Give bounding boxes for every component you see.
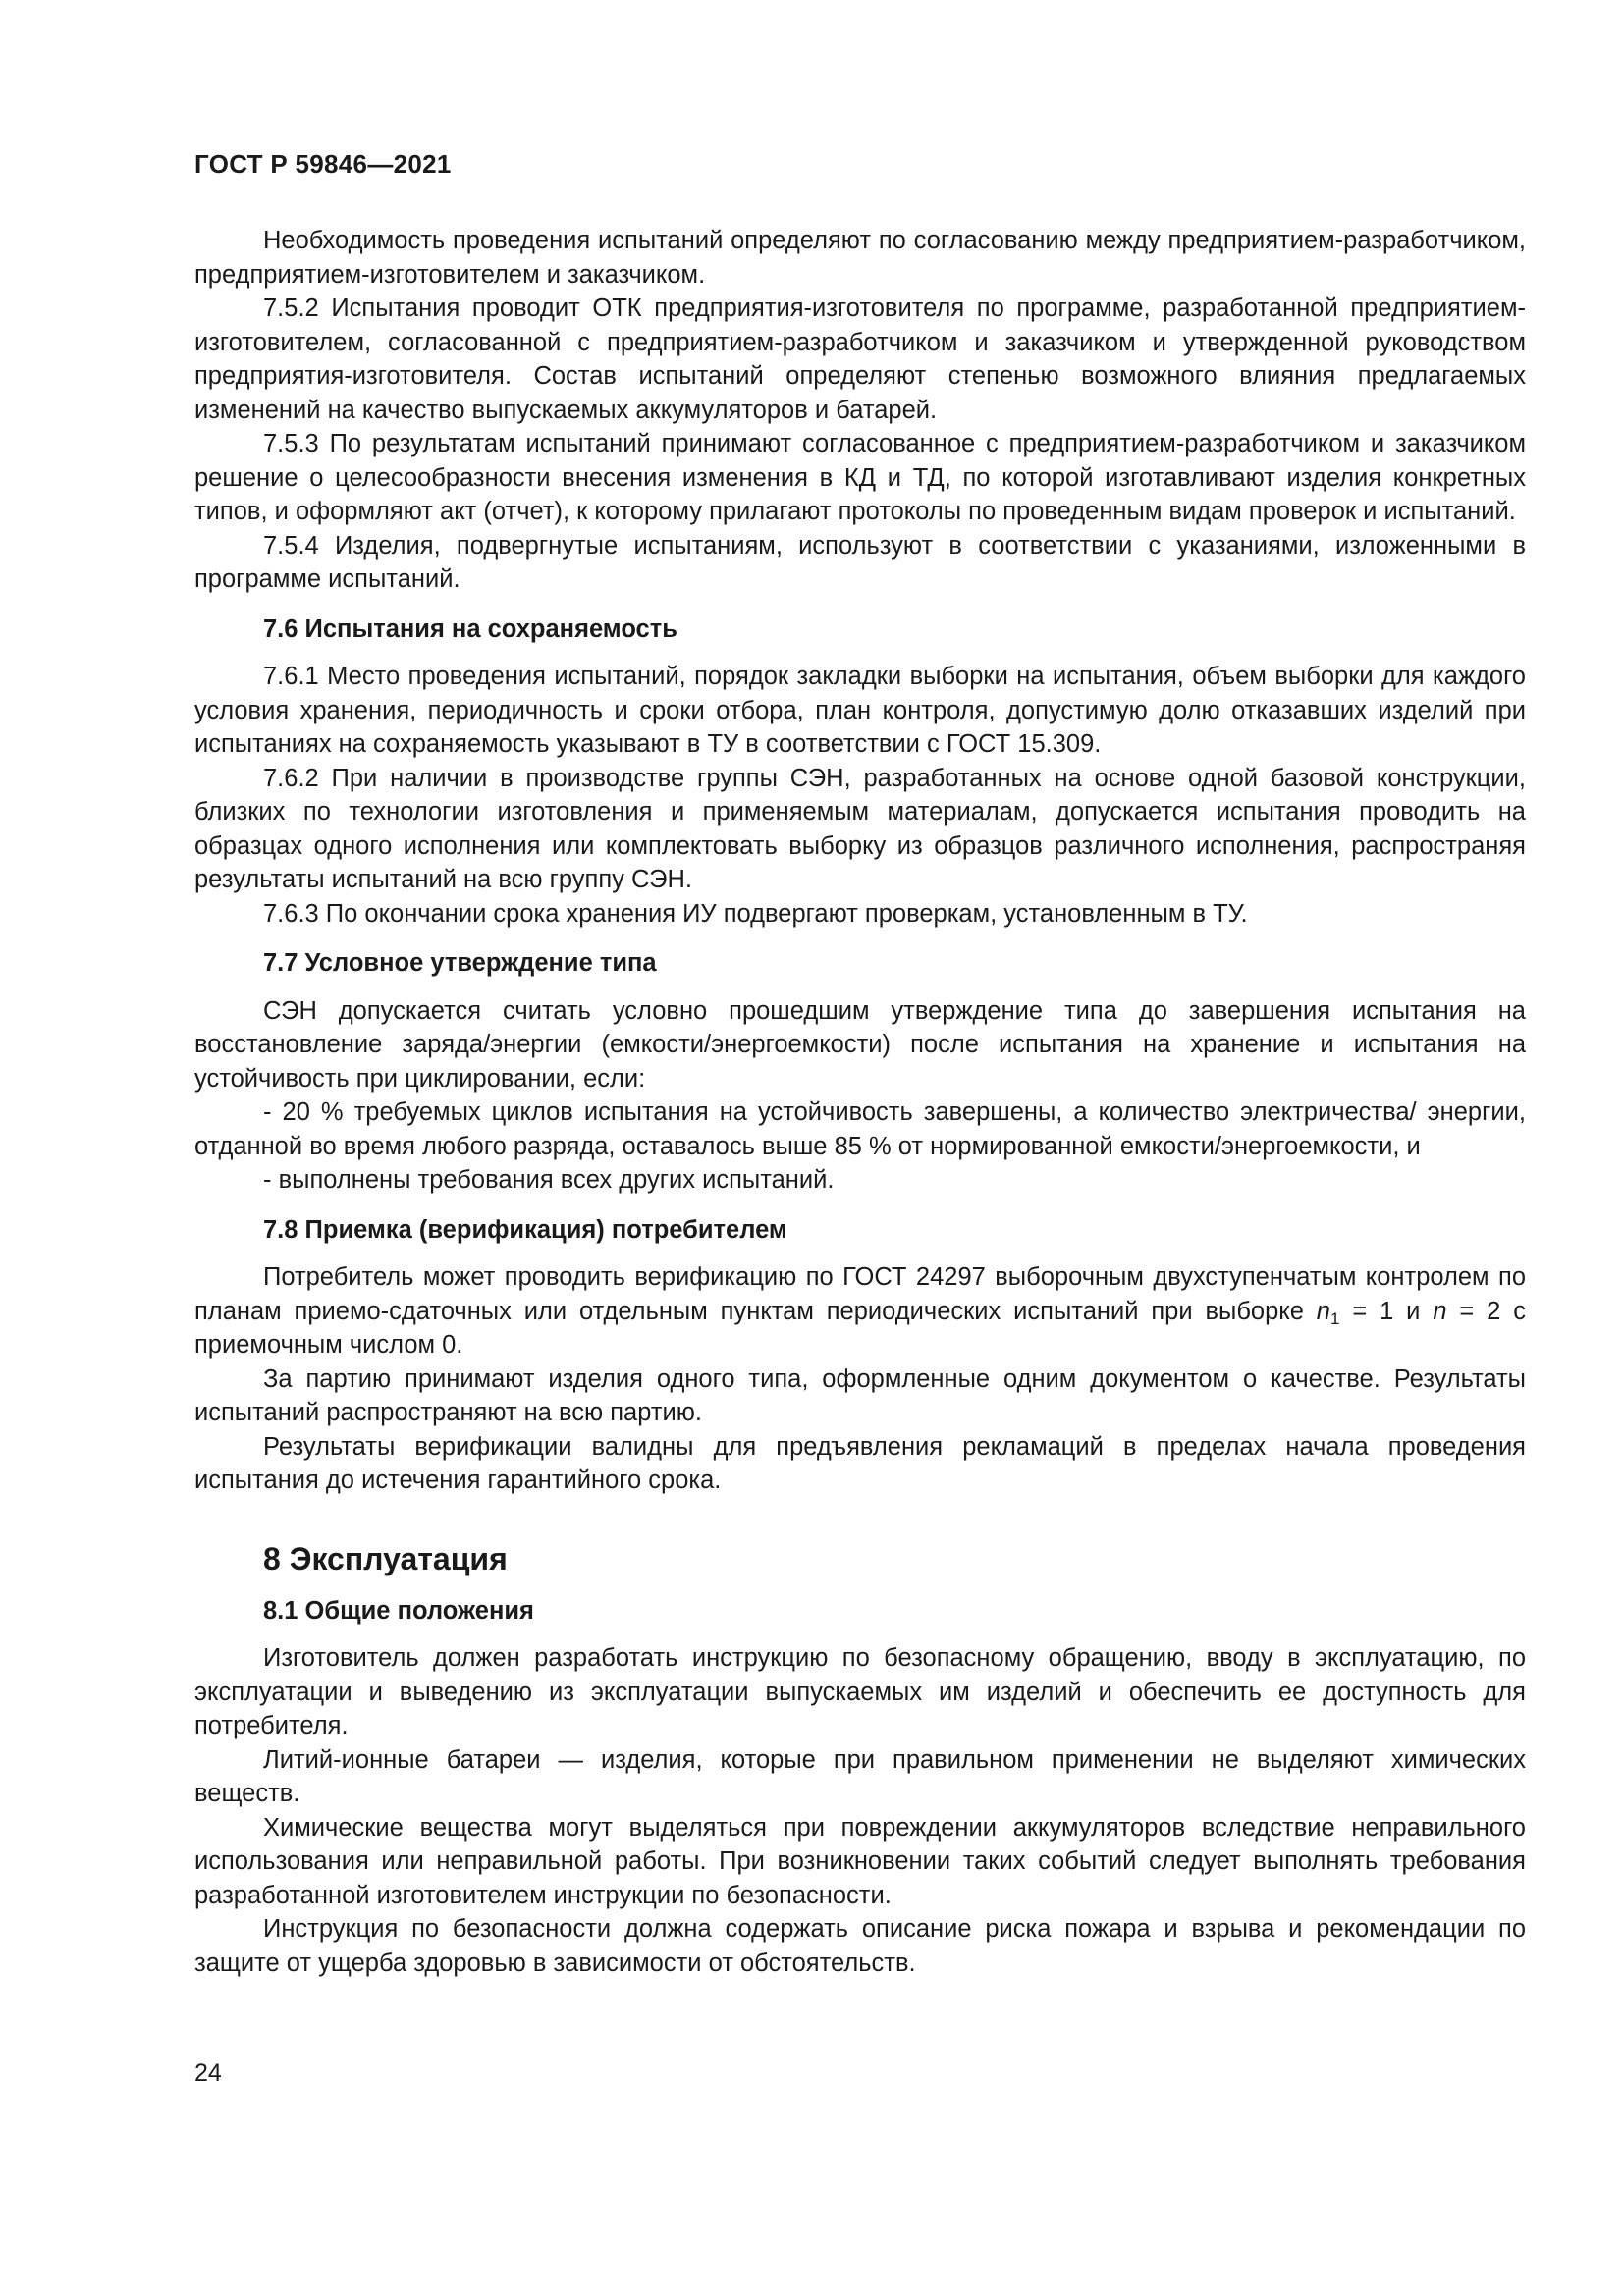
paragraph: Необходимость проведения испытаний определяют по согласованию между предприятием-разработчиком, предприятием-изготовителем и заказчиком.: [194, 227, 1526, 289]
variable-n: n: [1316, 1297, 1330, 1325]
paragraph: СЭН допускается считать условно прошедшим утверждение типа до завершения испытания на восстановление заряда/энергии (емкости/энергоемкости) после испытания на хранение и испытания на устойчивость при циклировании, если:: [194, 996, 1526, 1093]
paragraph-verification: [194, 1260, 1526, 1362]
paragraph-7-5-4: 7.5.4 Изделия, подвергнутые испытаниям, используют в соответствии с указаниями, изложенными в программе испытаний.: [194, 531, 1526, 593]
heading-7-6: 7.6 Испытания на сохраняемость: [263, 614, 677, 643]
paragraph: Химические вещества могут выделяться при повреждении аккумуляторов вследствие неправильного использования или неправильной работы. При возникновении таких событий следует выполнять требования разработанной изготовителем инструкции по безопасности.: [194, 1813, 1526, 1909]
document-body: [194, 224, 1526, 1980]
paragraph-7-6-3: 7.6.3 По окончании срока хранения ИУ подвергают проверкам, установленным в ТУ.: [263, 899, 1248, 928]
heading-7-8: 7.8 Приемка (верификация) потребителем: [263, 1215, 787, 1244]
heading-8-1: 8.1 Общие положения: [263, 1596, 534, 1625]
paragraph: Литий-ионные батареи — изделия, которые при правильном применении не выделяют химических веществ.: [194, 1745, 1526, 1807]
paragraph: За партию принимают изделия одного типа, оформленные одним документом о качестве. Результаты испытаний распространяют на всю партию.: [194, 1364, 1526, 1426]
paragraph-7-6-2: 7.6.2 При наличии в производстве группы СЭН, разработанных на основе одной базовой конструкции, близких по технологии изготовления и применяемым материалам, допускается испытания проводить на образцах одного исполнения или комплектовать выборку из образцов различного исполнения, распространяя результаты испытаний на всю группу СЭН.: [194, 764, 1526, 893]
document-header: ГОСТ Р 59846—2021: [194, 149, 452, 179]
paragraph-7-5-3: 7.5.3 По результатам испытаний принимают согласованное с предприятием-разработчиком и заказчиком решение о целесообразности внесения изменения в КД и ТД, по которой изготавливают изделия конкретных типов, и оформляют акт (отчет), к которому прилагают протоколы по проведенным видам проверок и испытаний.: [194, 430, 1526, 525]
text-run: = 2 с приемочным числом 0.: [194, 1297, 1526, 1359]
list-item: - 20 % требуемых циклов испытания на устойчивость завершены, а количество электричества/ энергии, отданной во время любого разряда, оставалось выше 85 % от нормированной емкости/энергоемкости, и: [194, 1098, 1526, 1160]
paragraph: Инструкция по безопасности должна содержать описание риска пожара и взрыва и рекомендации по защите от ущерба здоровью в зависимости от обстоятельств.: [194, 1915, 1526, 1977]
text-run: = 1 и: [1339, 1297, 1434, 1325]
paragraph-7-5-2: 7.5.2 Испытания проводит ОТК предприятия-изготовителя по программе, разработанной предприятием-изготовителем, согласованной с предприятием-разработчиком и заказчиком и утвержденной руководством предприятия-изготовителя. Состав испытаний определяют степенью возможного влияния предлагаемых изменений на качество выпускаемых аккумуляторов и батарей.: [194, 294, 1526, 424]
paragraph: Результаты верификации валидны для предъявления рекламаций в пределах начала проведения испытания до истечения гарантийного срока.: [194, 1432, 1526, 1494]
subscript: 1: [1329, 1308, 1340, 1328]
text-run: Потребитель может проводить верификацию по ГОСТ 24297 выборочным двухступенчатым контролем по планам приемо-сдаточных или отдельным пунктам периодических испытаний при выборке: [194, 1263, 1526, 1325]
heading-7-7: 7.7 Условное утверждение типа: [263, 949, 657, 977]
variable-n: n: [1433, 1297, 1447, 1325]
list-item: - выполнены требования всех других испытаний.: [263, 1166, 835, 1194]
paragraph-7-6-1: 7.6.1 Место проведения испытаний, порядок закладки выборки на испытания, объем выборки для каждого условия хранения, периодичность и сроки отбора, план контроля, допустимую долю отказавших изделий при испытаниях на сохраняемость указывают в ТУ в соответствии с ГОСТ 15.309.: [194, 663, 1526, 758]
page-number: 24: [194, 2059, 222, 2087]
paragraph: Изготовитель должен разработать инструкцию по безопасному обращению, вводу в эксплуатацию, по эксплуатации и выведению из эксплуатации выпускаемых им изделий и обеспечить ее доступность для потребителя.: [194, 1644, 1526, 1739]
heading-8: 8 Эксплуатация: [263, 1540, 508, 1576]
